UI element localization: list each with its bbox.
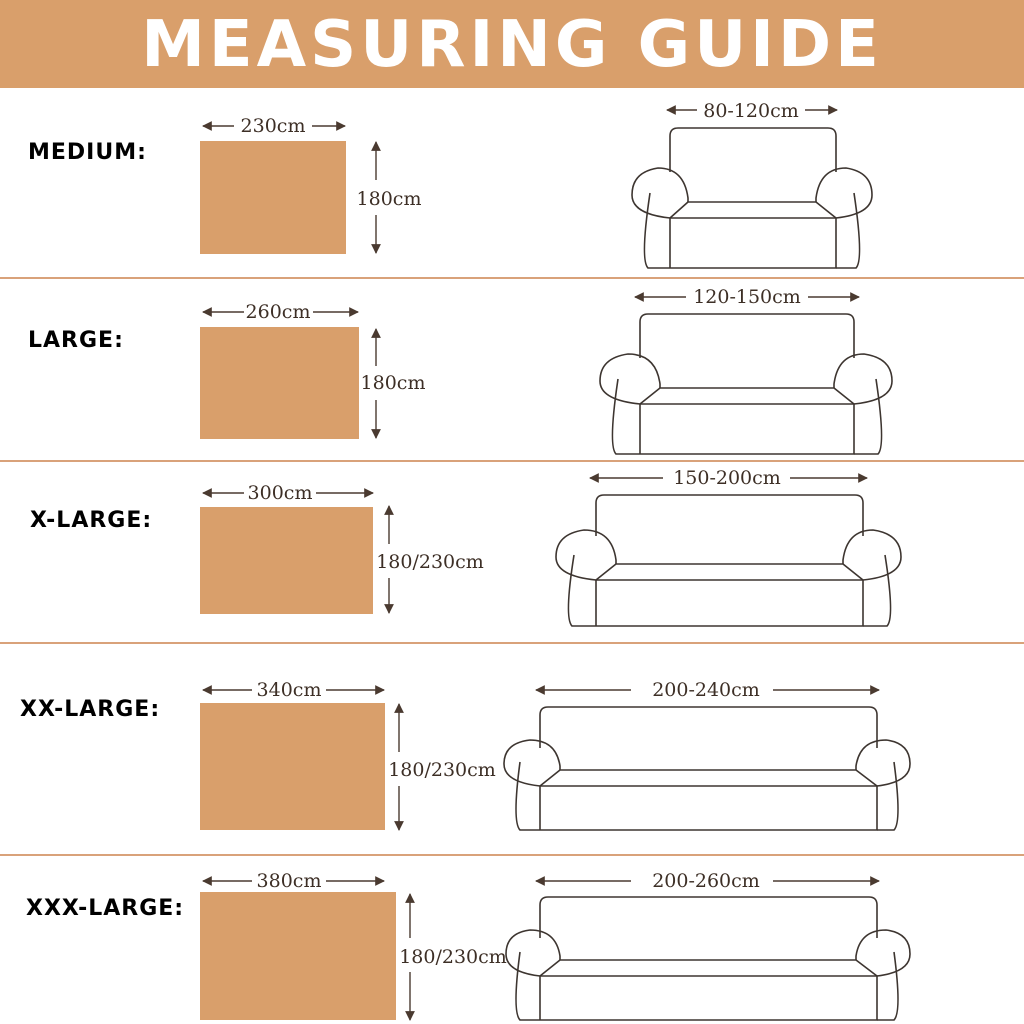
length-label-medium: 80-120cm [703, 100, 799, 122]
size-label-xxx-large: XXX-LARGE: [26, 896, 185, 921]
height-label-large: 180cm [360, 372, 426, 394]
height-label-x-large: 180/230cm [376, 551, 484, 573]
size-label-medium: MEDIUM: [28, 140, 147, 165]
armchair-icon [632, 128, 872, 268]
width-label-medium: 230cm [240, 115, 306, 137]
three-seat-sofa-icon [556, 495, 901, 626]
size-label-xx-large: XX-LARGE: [20, 697, 161, 722]
loveseat-icon [600, 314, 892, 454]
width-label-xx-large: 340cm [256, 679, 322, 701]
width-label-x-large: 300cm [247, 482, 313, 504]
length-label-x-large: 150-200cm [673, 467, 781, 489]
length-label-large: 120-150cm [693, 286, 801, 308]
width-label-xxx-large: 380cm [256, 870, 322, 892]
height-label-xxx-large: 180/230cm [399, 946, 507, 968]
four-seat-sofa-icon [504, 707, 910, 830]
length-label-xx-large: 200-240cm [652, 679, 760, 701]
size-label-x-large: X-LARGE: [30, 508, 153, 533]
long-sofa-icon [506, 897, 910, 1020]
length-label-xxx-large: 200-260cm [652, 870, 760, 892]
height-label-medium: 180cm [356, 188, 422, 210]
width-label-large: 260cm [245, 301, 311, 323]
height-label-xx-large: 180/230cm [388, 759, 496, 781]
size-label-large: LARGE: [28, 328, 124, 353]
page-title: MEASURING GUIDE [141, 8, 883, 82]
